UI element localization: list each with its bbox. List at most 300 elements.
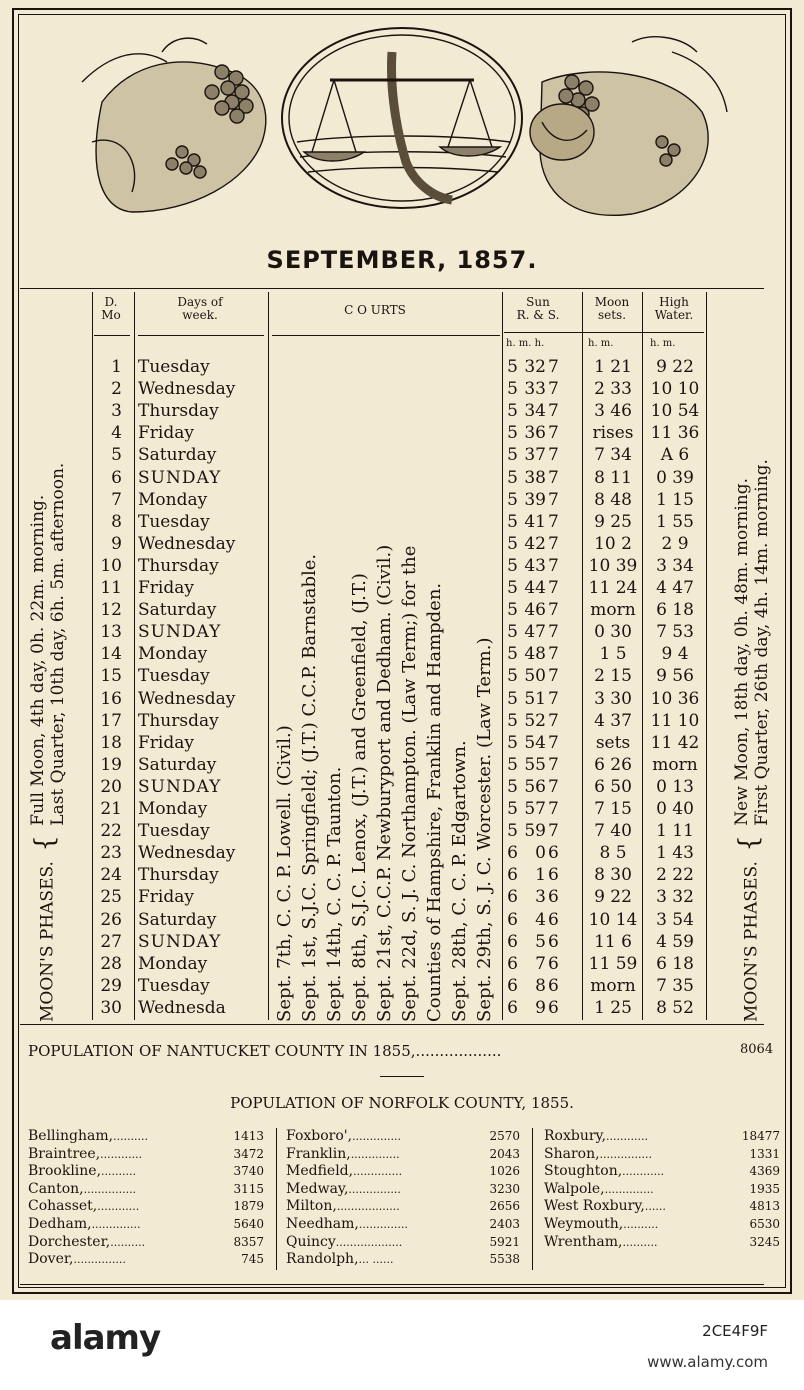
high-water: 0 39 (656, 467, 694, 488)
moon-phases-right: MOON'S PHASES. { New Moon, 18th day, 0h. 48m. morning. First Quarter, 26th day, 4h. 14m. morning. (732, 459, 772, 1022)
sunrise-minute: 8 (535, 975, 546, 996)
town-name: Canton, (28, 1180, 84, 1197)
leader-dots: ............ (622, 1165, 665, 1179)
sunrise-hour: 6 (507, 909, 518, 930)
day-row (0, 909, 760, 931)
day-name: Friday (138, 732, 194, 753)
moon-sets: 11 24 (588, 578, 638, 598)
moon-sets: 1 21 (594, 357, 632, 377)
day-number: 18 (100, 732, 122, 753)
sunset-hour: 7 (548, 799, 559, 819)
court-entry: Sept. 14th, C. C. P. Taunton. (324, 766, 345, 1022)
day-name: Saturday (138, 754, 217, 775)
sunrise-hour: 6 (507, 887, 518, 908)
day-row (0, 555, 760, 577)
day-row (0, 842, 760, 864)
town-entry (28, 1234, 264, 1250)
day-row (0, 444, 760, 466)
town-population: 18477 (741, 1129, 780, 1143)
sunset-hour: 7 (548, 445, 559, 466)
leader-dots: .............. (352, 1130, 402, 1143)
day-number: 30 (100, 997, 122, 1018)
town-entry (544, 1128, 780, 1144)
day-row (0, 975, 760, 997)
sunrise-minute: 55 (524, 754, 546, 775)
sunset-hour: 7 (548, 732, 559, 753)
sunrise-minute: 57 (524, 799, 546, 819)
town-entry (544, 1198, 780, 1214)
day-name: Monday (138, 644, 208, 665)
town-population: 4369 (749, 1164, 780, 1179)
sunset-hour: 7 (548, 644, 559, 665)
court-entry: Sept. 21st, C.C.P. Newburyport and Dedham. (Civil.) (374, 544, 395, 1022)
table-bottom-rule (20, 1024, 764, 1025)
moon-phases-left-label: MOON'S PHASES. (37, 861, 58, 1022)
leader-dots: .............. (358, 1218, 408, 1231)
day-row (0, 820, 760, 842)
day-name: Tuesday (138, 975, 210, 996)
court-entry: Counties of Hampshire, Franklin and Hampden. (424, 582, 445, 1022)
moon-sets: 7 40 (594, 821, 632, 842)
town-entry (28, 1216, 264, 1232)
moon-sets: 9 25 (594, 511, 632, 532)
day-name: Wednesday (138, 533, 236, 554)
day-name: Saturday (138, 445, 217, 466)
high-water: 11 10 (650, 710, 700, 731)
town-population: 2570 (489, 1129, 520, 1143)
sunrise-hour: 5 (507, 489, 518, 510)
day-name: Thursday (138, 401, 219, 422)
moon-sets: 8 48 (594, 489, 632, 510)
moon-sets: morn (590, 600, 636, 621)
sunrise-minute: 48 (524, 644, 546, 665)
town-name: Milton, (286, 1198, 337, 1215)
day-number: 16 (100, 688, 122, 709)
sunrise-hour: 5 (507, 821, 518, 842)
day-number: 12 (100, 600, 122, 621)
moon-phases-left: MOON'S PHASES. { Full Moon, 4th day, 0h. 22m. morning. Last Quarter, 10th day, 6h. 5m. afternoon. (28, 462, 68, 1022)
sunset-hour: 7 (548, 666, 559, 687)
subheader-moon-units: h. m. (588, 338, 614, 349)
moon-sets: 2 33 (594, 379, 632, 400)
moon-sets: 11 59 (588, 953, 638, 974)
leader-dots: ............ (100, 1147, 143, 1161)
sunrise-minute: 33 (524, 379, 546, 400)
sunrise-minute: 42 (524, 533, 546, 554)
high-water: 7 53 (656, 622, 694, 643)
town-population: 3245 (749, 1234, 780, 1249)
town-name: Dorchester, (28, 1233, 111, 1250)
town-name: Bellingham, (28, 1128, 114, 1144)
day-number: 5 (111, 445, 122, 466)
day-number: 3 (111, 401, 122, 422)
day-name: Thursday (138, 555, 219, 576)
sunset-hour: 7 (548, 357, 559, 377)
day-number: 19 (100, 754, 122, 775)
section-rule (380, 1076, 424, 1077)
day-name: Thursday (138, 865, 219, 886)
town-entry (286, 1216, 520, 1232)
moon-sets: 2 15 (594, 666, 632, 687)
town-name: Foxboro', (286, 1128, 353, 1144)
day-name: Tuesday (138, 666, 210, 687)
moon-phase-new: New Moon, 18th day, 0h. 48m. morning. (732, 477, 752, 826)
town-population: 2403 (489, 1217, 520, 1231)
town-name: Sharon, (544, 1145, 600, 1162)
leader-dots: .......... (113, 1130, 149, 1143)
leader-dots: ................... (335, 1235, 403, 1249)
high-water: 2 9 (661, 533, 689, 554)
sunrise-minute: 37 (524, 445, 546, 466)
town-entry (286, 1163, 520, 1179)
sunset-hour: 7 (548, 710, 559, 731)
leader-dots: ... ...... (358, 1253, 394, 1267)
town-population: 5640 (233, 1217, 264, 1231)
high-water: 10 54 (650, 401, 700, 422)
moon-phases-right-label: MOON'S PHASES. (741, 861, 762, 1022)
sunrise-hour: 5 (507, 555, 518, 576)
high-water: 11 42 (650, 732, 700, 753)
stock-image-id: 2CE4F9F (702, 1322, 768, 1340)
town-name: Brookline, (28, 1163, 102, 1180)
day-name: Monday (138, 489, 208, 510)
town-population: 6530 (749, 1217, 780, 1231)
sunrise-hour: 5 (507, 754, 518, 775)
high-water: 3 34 (656, 555, 694, 576)
moon-sets: 9 22 (594, 887, 632, 908)
sunrise-minute: 38 (524, 467, 546, 488)
town-entry (28, 1198, 264, 1214)
town-name: Medway, (286, 1180, 349, 1197)
day-name: Wednesday (138, 843, 236, 864)
sunrise-hour: 5 (507, 511, 518, 532)
sunset-hour: 7 (548, 688, 559, 709)
town-name: Randolph, (286, 1251, 359, 1268)
town-entry (544, 1216, 780, 1232)
norfolk-divider-2 (532, 1128, 533, 1270)
day-row (0, 665, 760, 687)
nantucket-population (28, 1042, 501, 1060)
page-title: SEPTEMBER, 1857. (266, 246, 538, 274)
sunset-hour: 7 (548, 622, 559, 643)
moon-sets: 11 6 (594, 931, 632, 952)
day-number: 7 (111, 489, 122, 510)
high-water: 1 55 (656, 511, 694, 532)
high-water: A 6 (660, 445, 690, 466)
day-row (0, 864, 760, 886)
sunset-hour: 7 (548, 555, 559, 576)
sunset-hour: 7 (548, 578, 559, 598)
sunrise-hour: 5 (507, 445, 518, 466)
day-number: 15 (100, 666, 122, 687)
high-water: 0 40 (656, 799, 694, 819)
town-entry (28, 1146, 264, 1162)
moon-sets: morn (590, 975, 636, 996)
town-name: Dover, (28, 1251, 74, 1268)
moon-sets: 0 30 (594, 622, 632, 643)
sunrise-minute: 43 (524, 555, 546, 576)
town-name: Cohasset, (28, 1198, 98, 1215)
sunrise-minute: 56 (524, 776, 546, 797)
moon-sets: 8 30 (594, 865, 632, 886)
leader-dots: .............. (350, 1147, 400, 1161)
day-number: 17 (100, 710, 122, 731)
sunrise-minute: 59 (524, 821, 546, 842)
town-name: Medfield, (286, 1163, 354, 1180)
town-population: 2656 (489, 1199, 520, 1214)
town-entry (28, 1128, 264, 1144)
leader-dots: .............. (604, 1182, 654, 1196)
day-number: 13 (100, 622, 122, 643)
leader-dots: .......... (101, 1165, 136, 1179)
town-name: Braintree, (28, 1145, 101, 1162)
day-row (0, 621, 760, 643)
sunset-hour: 6 (548, 997, 559, 1018)
sunrise-hour: 6 (507, 931, 518, 952)
town-entry (544, 1234, 780, 1250)
high-water: 1 11 (656, 821, 694, 842)
day-row (0, 953, 760, 975)
day-name: SUNDAY (138, 776, 222, 797)
title-rule (20, 288, 764, 289)
town-name: Dedham, (28, 1216, 92, 1232)
sunrise-hour: 5 (507, 799, 518, 819)
leader-dots: ............... (73, 1253, 126, 1267)
day-name: Saturday (138, 600, 217, 621)
moon-sets: rises (592, 423, 634, 444)
high-water: morn (652, 754, 698, 775)
header-courts: C O URTS (344, 303, 406, 317)
day-row (0, 489, 760, 511)
high-water: 1 43 (656, 843, 694, 864)
moon-sets: 6 50 (594, 776, 632, 797)
high-water: 0 13 (656, 776, 694, 797)
day-number: 1 (111, 357, 122, 377)
town-entry (286, 1234, 520, 1250)
day-name: Saturday (138, 909, 217, 930)
day-number: 2 (111, 379, 122, 400)
sunrise-hour: 5 (507, 379, 518, 400)
day-row (0, 776, 760, 798)
high-water: 10 10 (650, 379, 700, 400)
day-number: 24 (100, 865, 122, 886)
day-name: Wednesday (138, 379, 236, 400)
town-name: West Roxbury, (544, 1198, 645, 1215)
sunrise-minute: 54 (524, 732, 546, 753)
day-name: Friday (138, 887, 194, 908)
day-number: 28 (100, 953, 122, 974)
header-rule-courts (272, 335, 500, 336)
high-water: 11 36 (650, 423, 700, 444)
sunset-hour: 6 (548, 887, 559, 908)
header-rule-almanac (504, 332, 704, 333)
sunset-hour: 7 (548, 489, 559, 510)
day-row (0, 732, 760, 754)
town-entry (544, 1163, 780, 1179)
libra-engraving-illustration (72, 22, 732, 234)
stock-url: www.alamy.com (647, 1353, 768, 1371)
sunrise-hour: 6 (507, 843, 518, 864)
nantucket-value: 8064 (740, 1042, 774, 1057)
day-name: Tuesday (138, 821, 210, 842)
sunset-hour: 7 (548, 379, 559, 400)
day-name: Wednesday (138, 688, 236, 709)
town-name: Walpole, (544, 1180, 605, 1197)
court-entry: Sept. 22d, S. J. C. Northampton. (Law Term;) for the (399, 545, 420, 1022)
nantucket-label: POPULATION OF NANTUCKET COUNTY IN 1855, (28, 1042, 416, 1060)
sunrise-hour: 6 (507, 975, 518, 996)
sunrise-hour: 5 (507, 401, 518, 422)
subheader-high-units: h. m. (650, 338, 676, 349)
sunset-hour: 6 (548, 953, 559, 974)
day-row (0, 798, 760, 820)
day-row (0, 754, 760, 776)
leader-dots: .................. (336, 1200, 400, 1214)
sunset-hour: 7 (548, 467, 559, 488)
moon-phase-full: Full Moon, 4th day, 0h. 22m. morning. (28, 494, 48, 826)
moon-sets: 7 34 (594, 445, 632, 466)
day-row (0, 378, 760, 400)
header-rule-days (138, 335, 264, 336)
moon-sets: 3 46 (594, 401, 632, 422)
day-number: 25 (100, 887, 122, 908)
town-name: Stoughton, (544, 1163, 623, 1180)
town-entry (28, 1181, 264, 1197)
header-high-water: High Water. (654, 295, 694, 322)
moon-sets: 1 5 (599, 644, 627, 665)
sunset-hour: 7 (548, 423, 559, 444)
day-name: Monday (138, 953, 208, 974)
sunset-hour: 6 (548, 931, 559, 952)
town-population: 1935 (749, 1181, 780, 1196)
sunrise-hour: 5 (507, 666, 518, 687)
town-entry (28, 1163, 264, 1179)
high-water: 2 22 (656, 865, 694, 886)
header-rule-dmo (94, 335, 130, 336)
sunrise-minute: 1 (535, 865, 546, 886)
sunrise-minute: 5 (535, 931, 546, 952)
sunrise-hour: 5 (507, 357, 518, 377)
high-water: 6 18 (656, 600, 694, 621)
sunset-hour: 6 (548, 843, 559, 864)
leader-dots: ............... (83, 1182, 137, 1196)
day-number: 9 (111, 533, 122, 554)
day-name: Friday (138, 423, 194, 444)
subheader-sun-units: h. m. h. (506, 338, 545, 349)
town-entry (544, 1146, 780, 1162)
sunrise-minute: 47 (524, 622, 546, 643)
sunrise-minute: 0 (535, 843, 546, 864)
leader-dots: ............ (606, 1130, 649, 1143)
high-water: 3 32 (656, 887, 694, 908)
day-row (0, 467, 760, 489)
moon-sets: 6 26 (594, 754, 632, 775)
sunrise-minute: 44 (524, 578, 546, 598)
day-row (0, 886, 760, 908)
town-population: 3230 (489, 1181, 520, 1196)
sunset-hour: 7 (548, 821, 559, 842)
town-name: Wrentham, (544, 1233, 623, 1250)
day-name: SUNDAY (138, 622, 222, 643)
leader-dots: ............... (599, 1147, 652, 1161)
page-bottom-rule (20, 1284, 764, 1285)
moon-sets: 10 14 (588, 909, 638, 930)
day-number: 6 (111, 467, 122, 488)
sunrise-minute: 32 (524, 357, 546, 377)
sunrise-minute: 51 (524, 688, 546, 709)
town-population: 745 (241, 1252, 264, 1267)
header-sun: Sun R. & S. (516, 295, 560, 322)
town-entry (28, 1251, 264, 1267)
day-row (0, 931, 760, 953)
leader-dots: ............... (348, 1182, 401, 1196)
town-population: 3115 (233, 1181, 264, 1196)
sunset-hour: 7 (548, 600, 559, 621)
day-number: 10 (100, 555, 122, 576)
day-name: Tuesday (138, 511, 210, 532)
sunrise-hour: 5 (507, 688, 518, 709)
day-number: 26 (100, 909, 122, 930)
day-name: SUNDAY (138, 931, 222, 952)
day-row (0, 511, 760, 533)
sunrise-hour: 5 (507, 732, 518, 753)
sunrise-hour: 6 (507, 953, 518, 974)
moon-sets: 4 37 (594, 710, 632, 731)
leader-dots: .......... (110, 1235, 146, 1249)
sunrise-hour: 6 (507, 865, 518, 886)
day-number: 14 (100, 644, 122, 665)
town-population: 5538 (489, 1252, 520, 1267)
town-name: Roxbury, (544, 1128, 607, 1144)
town-population: 5921 (489, 1234, 520, 1249)
sunrise-minute: 9 (535, 997, 546, 1018)
town-population: 1331 (749, 1146, 780, 1161)
day-name: SUNDAY (138, 467, 222, 488)
day-row (0, 533, 760, 555)
day-name: Wednesda (138, 997, 226, 1018)
day-number: 11 (100, 578, 122, 598)
day-row (0, 997, 760, 1019)
moon-sets: 3 30 (594, 688, 632, 709)
leader-dots: .............. (353, 1165, 403, 1179)
header-days-of-week: Days of week. (177, 295, 223, 322)
moon-sets: sets (595, 732, 631, 753)
sunrise-minute: 36 (524, 423, 546, 444)
day-number: 8 (111, 511, 122, 532)
high-water: 3 54 (656, 909, 694, 930)
court-entry: Sept. 1st, S.J.C. Springfield; (J.T.) C.C.P. Barnstable. (299, 553, 320, 1022)
sunrise-minute: 34 (524, 401, 546, 422)
town-entry (286, 1251, 520, 1267)
sunset-hour: 7 (548, 533, 559, 554)
town-entry (286, 1128, 520, 1144)
moon-sets: 7 15 (594, 799, 632, 819)
town-name: Weymouth, (544, 1216, 624, 1232)
leader-dots: .......... (622, 1235, 658, 1249)
day-row (0, 599, 760, 621)
sunrise-minute: 4 (535, 909, 546, 930)
day-number: 23 (100, 843, 122, 864)
norfolk-divider-1 (276, 1128, 277, 1270)
high-water: 9 22 (656, 357, 694, 377)
high-water: 9 4 (661, 644, 689, 665)
leader-dots: ...... (644, 1200, 666, 1214)
town-population: 2043 (489, 1146, 520, 1161)
day-number: 29 (100, 975, 122, 996)
court-entry: Sept. 7th, C. C. P. Lowell. (Civil.) (274, 725, 295, 1022)
town-name: Franklin, (286, 1145, 351, 1162)
moon-sets: 8 11 (594, 467, 632, 488)
